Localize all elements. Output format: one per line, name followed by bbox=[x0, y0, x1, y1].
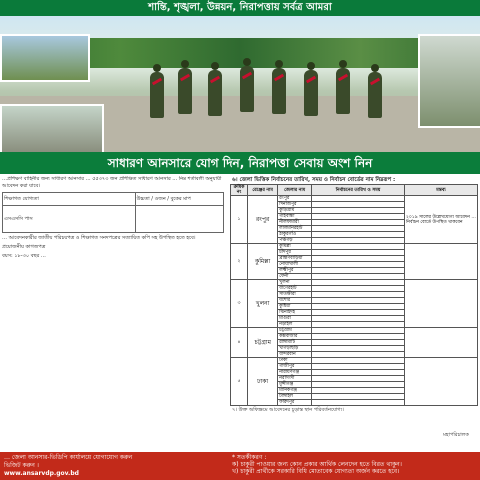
schedule-footnote: ৭। উক্ত অফিস্ক্রমে আবেদনের চূড়ান্ত স্থান পরিবর্তনযোগ্য। bbox=[232, 407, 344, 413]
district-cell: কুষ্টিয়া bbox=[278, 304, 312, 310]
district-cell: নোয়াখালী bbox=[278, 262, 312, 268]
serial-cell: ৫ bbox=[231, 358, 248, 406]
district-cell: ঠাকুরগাঁও bbox=[278, 232, 312, 238]
soldier-figure bbox=[336, 68, 350, 114]
district-cell: ঝিনাইদহ bbox=[278, 310, 312, 316]
visit-text: ভিজিট করুন । bbox=[4, 462, 39, 469]
soldier-figure bbox=[178, 68, 192, 114]
inset-photo-right bbox=[418, 34, 480, 128]
soldier-figure bbox=[208, 70, 222, 116]
district-cell: চাঁদপুর bbox=[278, 250, 312, 256]
district-cell: টাঙ্গাইল bbox=[278, 394, 312, 400]
remarks-cell: ২০১৯ সালের উল্লেখযোগ্য আবেদন … নির্বাচন বোর্ডে উপস্থিত থাকবেন bbox=[405, 196, 478, 244]
schedule-table bbox=[230, 184, 478, 406]
documents-heading: প্রয়োজনীয় কাগজপত্র bbox=[2, 244, 46, 250]
remarks-cell bbox=[405, 280, 478, 328]
district-cell: কক্সবাজার bbox=[278, 334, 312, 340]
inset-photo-top-left bbox=[0, 34, 90, 82]
left-column bbox=[0, 176, 226, 450]
district-cell: বাগেরহাট bbox=[278, 286, 312, 292]
district-cell: গাইবান্ধা bbox=[278, 214, 312, 220]
range-cell: ঢাকা bbox=[248, 358, 278, 406]
warning-line: খ) চাকুরী প্রার্থীকে সরকারি বিধি মোতাবেক যোগ্যতা অর্জন করতে হবে। bbox=[232, 468, 400, 475]
contact-lines bbox=[4, 454, 132, 478]
soldier-figure bbox=[240, 66, 254, 112]
district-cell: কুড়িগ্রাম bbox=[278, 208, 312, 214]
district-cell: নীলফামারী bbox=[278, 220, 312, 226]
soldier-figure bbox=[368, 72, 382, 118]
top-banner bbox=[0, 0, 480, 16]
district-cell: পঞ্চগড় bbox=[278, 238, 312, 244]
district-cell: যশোর bbox=[278, 298, 312, 304]
schedule-title: ৬। জেলা ভিত্তিক নির্বাচনের তারিখ, সময় ও নির্বাচন বোর্ডের নাম নিম্নরূপ : bbox=[232, 177, 396, 183]
district-cell: চট্টগ্রাম bbox=[278, 328, 312, 334]
serial-cell: ১ bbox=[231, 196, 248, 244]
district-cell: মুন্সীগঞ্জ bbox=[278, 382, 312, 388]
district-cell: রাঙ্গামাটি bbox=[278, 340, 312, 346]
warning-line: ক) চাকুরী পাওয়ার জন্য কোন প্রকার আর্থিক লেনদেন হতে বিরত থাকুন। bbox=[232, 461, 402, 468]
signature-stamp: মহাপরিচালক bbox=[443, 432, 469, 438]
district-cell: বান্দরবান bbox=[278, 352, 312, 358]
intro-paragraph: …প্রশিক্ষণ বাহিনীর জন্য সাধারণ আনসার … ৫৫৩৭৩ জন প্রশিক্ষিত সাধারণ আনসার … নিম্ন শর্তাবলী অনুযায়ী আবেদন করা যাবে। bbox=[2, 176, 222, 189]
soldier-figure bbox=[272, 68, 286, 114]
district-cell: খুলনা bbox=[278, 280, 312, 286]
slogan-banner bbox=[0, 152, 480, 174]
remarks-cell bbox=[405, 358, 478, 406]
district-cell: ফরিদপুর bbox=[278, 400, 312, 406]
soldier-figure bbox=[150, 72, 164, 118]
district-cell: দিনাজপুর bbox=[278, 202, 312, 208]
district-cell: খাগড়াছড়ি bbox=[278, 346, 312, 352]
contact-text: … জেলা আনসার-ভিডিপি কার্যালয়ে যোগাযোগ করুন bbox=[4, 454, 133, 461]
district-cell: লক্ষ্মীপুর bbox=[278, 268, 312, 274]
col-header: ক্রমিক নং bbox=[231, 185, 248, 196]
requirements-paragraph: … আবেদনকারীর জাতীয় পরিচয়পত্র ও শিক্ষাগত সনদপত্রের সত্যায়িত কপি সহ উপস্থিত হতে হবে। bbox=[2, 235, 196, 241]
qual-row-cell bbox=[135, 206, 223, 233]
date-cell bbox=[312, 400, 405, 406]
website-link[interactable]: www.ansarvdp.gov.bd bbox=[4, 470, 79, 477]
warning-notes bbox=[232, 454, 476, 475]
soldier-figure bbox=[304, 70, 318, 116]
serial-cell: ৩ bbox=[231, 280, 248, 328]
remarks-cell bbox=[405, 244, 478, 280]
remarks-cell bbox=[405, 328, 478, 358]
schedule-body bbox=[231, 196, 478, 406]
district-cell: মানিকগঞ্জ bbox=[278, 388, 312, 394]
district-cell: নারায়ণগঞ্জ bbox=[278, 370, 312, 376]
district-cell: রংপুর bbox=[278, 196, 312, 202]
qual-row-cell: এসএসসি পাস bbox=[3, 206, 136, 233]
range-cell: চট্টগ্রাম bbox=[248, 328, 278, 358]
col-header: মন্তব্য bbox=[405, 185, 478, 196]
parade-photo bbox=[0, 16, 480, 152]
slogan-text: সাধারণ আনসারে যোগ দিন, নিরাপত্তা সেবায় অংশ নিন bbox=[107, 156, 373, 170]
col-header: রেঞ্জের নাম bbox=[248, 185, 278, 196]
district-cell: ফেনী bbox=[278, 274, 312, 280]
district-cell: লালমনিরহাট bbox=[278, 226, 312, 232]
qual-row-cell: উচ্চতা / ওজন / বুকের মাপ bbox=[135, 193, 223, 206]
col-header: নির্বাচনের তারিখ ও সময় bbox=[312, 185, 405, 196]
range-cell: রংপুর bbox=[248, 196, 278, 244]
bottom-bar bbox=[0, 452, 480, 480]
district-cell: গাজীপুর bbox=[278, 364, 312, 370]
right-column bbox=[230, 176, 480, 450]
inset-photo-bottom-left bbox=[0, 104, 104, 152]
district-cell: সাতক্ষীরা bbox=[278, 292, 312, 298]
motto-text: শান্তি, শৃঙ্খলা, উন্নয়ন, নিরাপত্তায় সর্বত্র আমরা bbox=[148, 2, 332, 13]
range-cell: কুমিল্লা bbox=[248, 244, 278, 280]
qual-header: শিক্ষাগত যোগ্যতা bbox=[3, 193, 136, 206]
district-cell: ব্রাহ্মণবাড়িয়া bbox=[278, 256, 312, 262]
col-header: জেলার নাম bbox=[278, 185, 312, 196]
range-cell: খুলনা bbox=[248, 280, 278, 328]
district-cell: নড়াইল bbox=[278, 322, 312, 328]
serial-cell: ৪ bbox=[231, 328, 248, 358]
qualification-table bbox=[2, 192, 224, 233]
district-cell: মাগুরা bbox=[278, 316, 312, 322]
district-cell: ঢাকা bbox=[278, 358, 312, 364]
district-cell: নরসিংদী bbox=[278, 376, 312, 382]
warning-line: * সতর্কীকরণ : bbox=[232, 454, 267, 461]
district-cell: কুমিল্লা bbox=[278, 244, 312, 250]
age-paragraph: বয়স: ১৮-৩০ বছর … bbox=[2, 253, 46, 259]
serial-cell: ২ bbox=[231, 244, 248, 280]
